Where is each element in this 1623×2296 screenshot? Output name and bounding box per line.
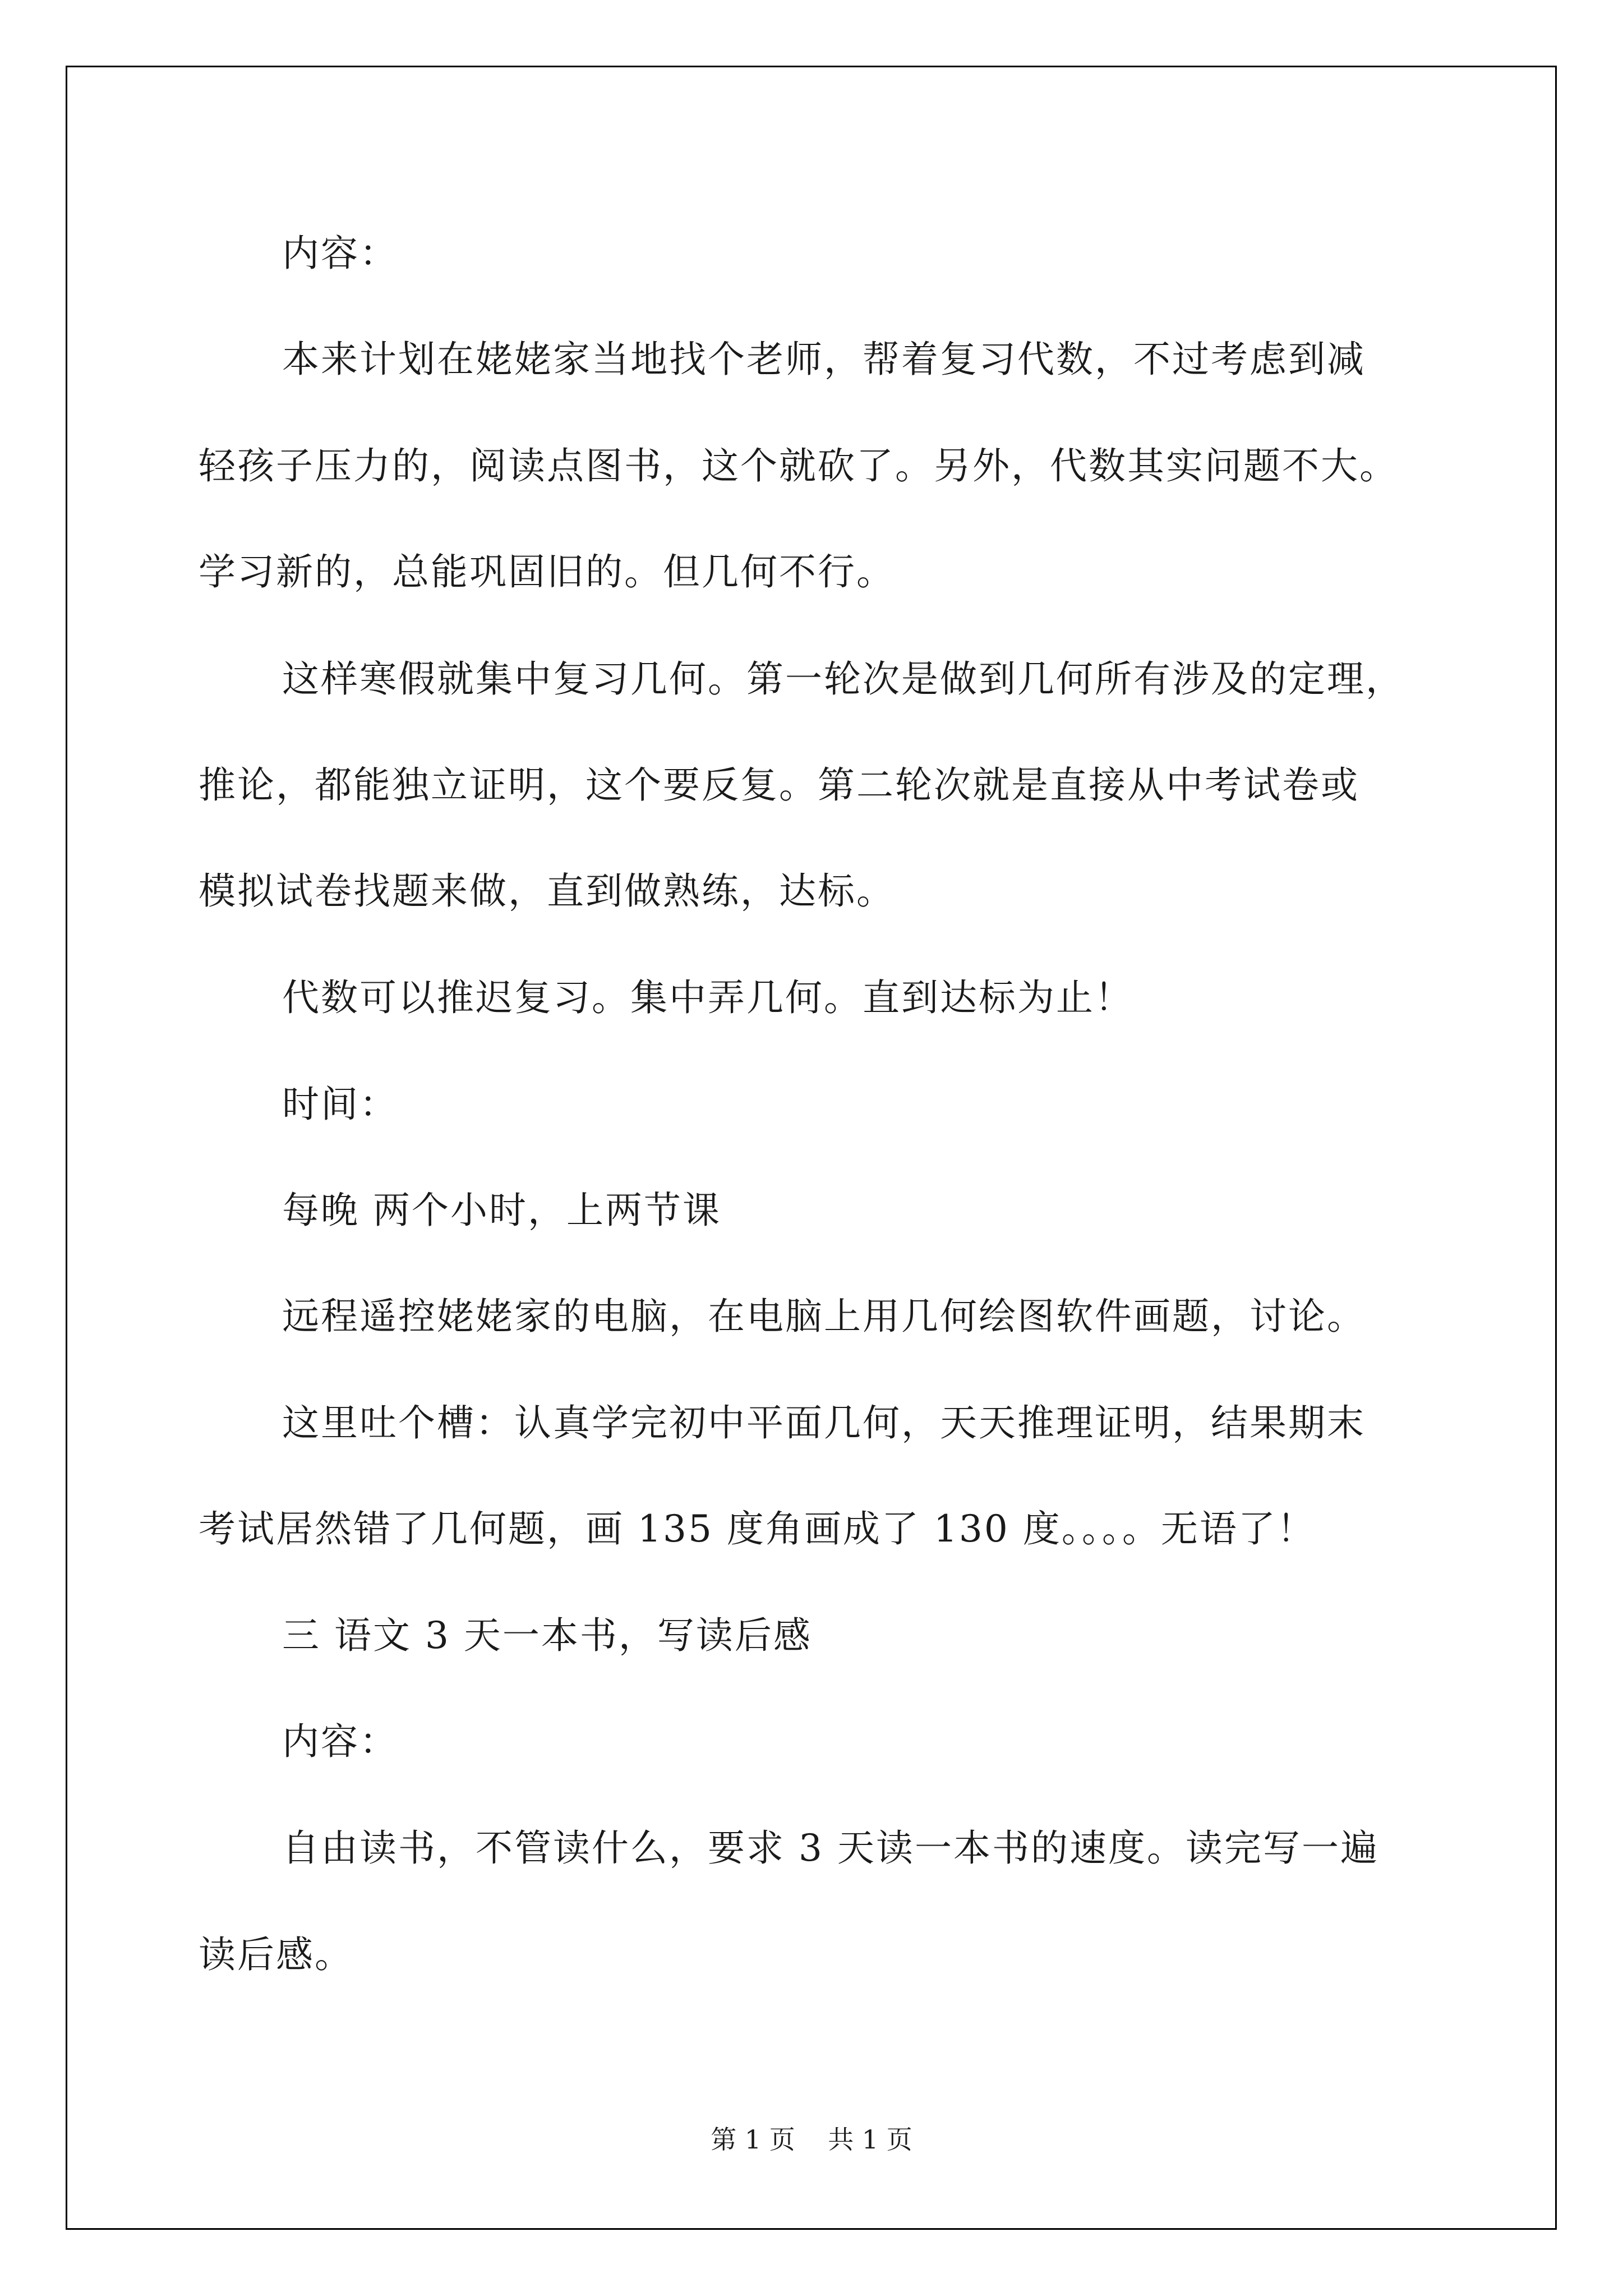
paragraph-line: 这样寒假就集中复习几何。第一轮次是做到几何所有涉及的定理， [282, 657, 1404, 701]
paragraph-line: 轻孩子压力的，阅读点图书，这个就砍了。另外，代数其实问题不大。 [199, 444, 1398, 487]
section-heading: 三 语文 3 天一本书，写读后感 [282, 1614, 812, 1657]
page-border [66, 66, 1557, 2230]
paragraph-line: 这里吐个槽：认真学完初中平面几何，天天推理证明，结果期末 [282, 1401, 1366, 1444]
paragraph-line: 远程遥控姥姥家的电脑，在电脑上用几何绘图软件画题，讨论。 [282, 1295, 1366, 1338]
paragraph-line: 自由读书，不管读什么，要求 3 天读一本书的速度。读完写一遍 [282, 1826, 1379, 1870]
paragraph-line: 每晚 两个小时，上两节课 [282, 1189, 721, 1232]
paragraph-line: 本来计划在姥姥家当地找个老师，帮着复习代数，不过考虑到减 [282, 338, 1366, 381]
paragraph-line: 考试居然错了几何题，画 135 度角画成了 130 度。。。。无语了！ [199, 1507, 1316, 1550]
paragraph-line: 代数可以推迟复习。集中弄几何。直到达标为止！ [282, 976, 1133, 1019]
paragraph-line: 读后感。 [199, 1933, 353, 1976]
page-footer: 第 1 页 共 1 页 [711, 2124, 912, 2155]
paragraph-line: 内容： [282, 1720, 398, 1763]
paragraph-line: 时间： [282, 1083, 398, 1126]
paragraph-line: 学习新的，总能巩固旧的。但几何不行。 [199, 550, 895, 593]
paragraph-line: 推论，都能独立证明，这个要反复。第二轮次就是直接从中考试卷或 [199, 763, 1359, 807]
paragraph-line: 内容： [282, 232, 398, 275]
paragraph-line: 模拟试卷找题来做，直到做熟练，达标。 [199, 869, 895, 913]
